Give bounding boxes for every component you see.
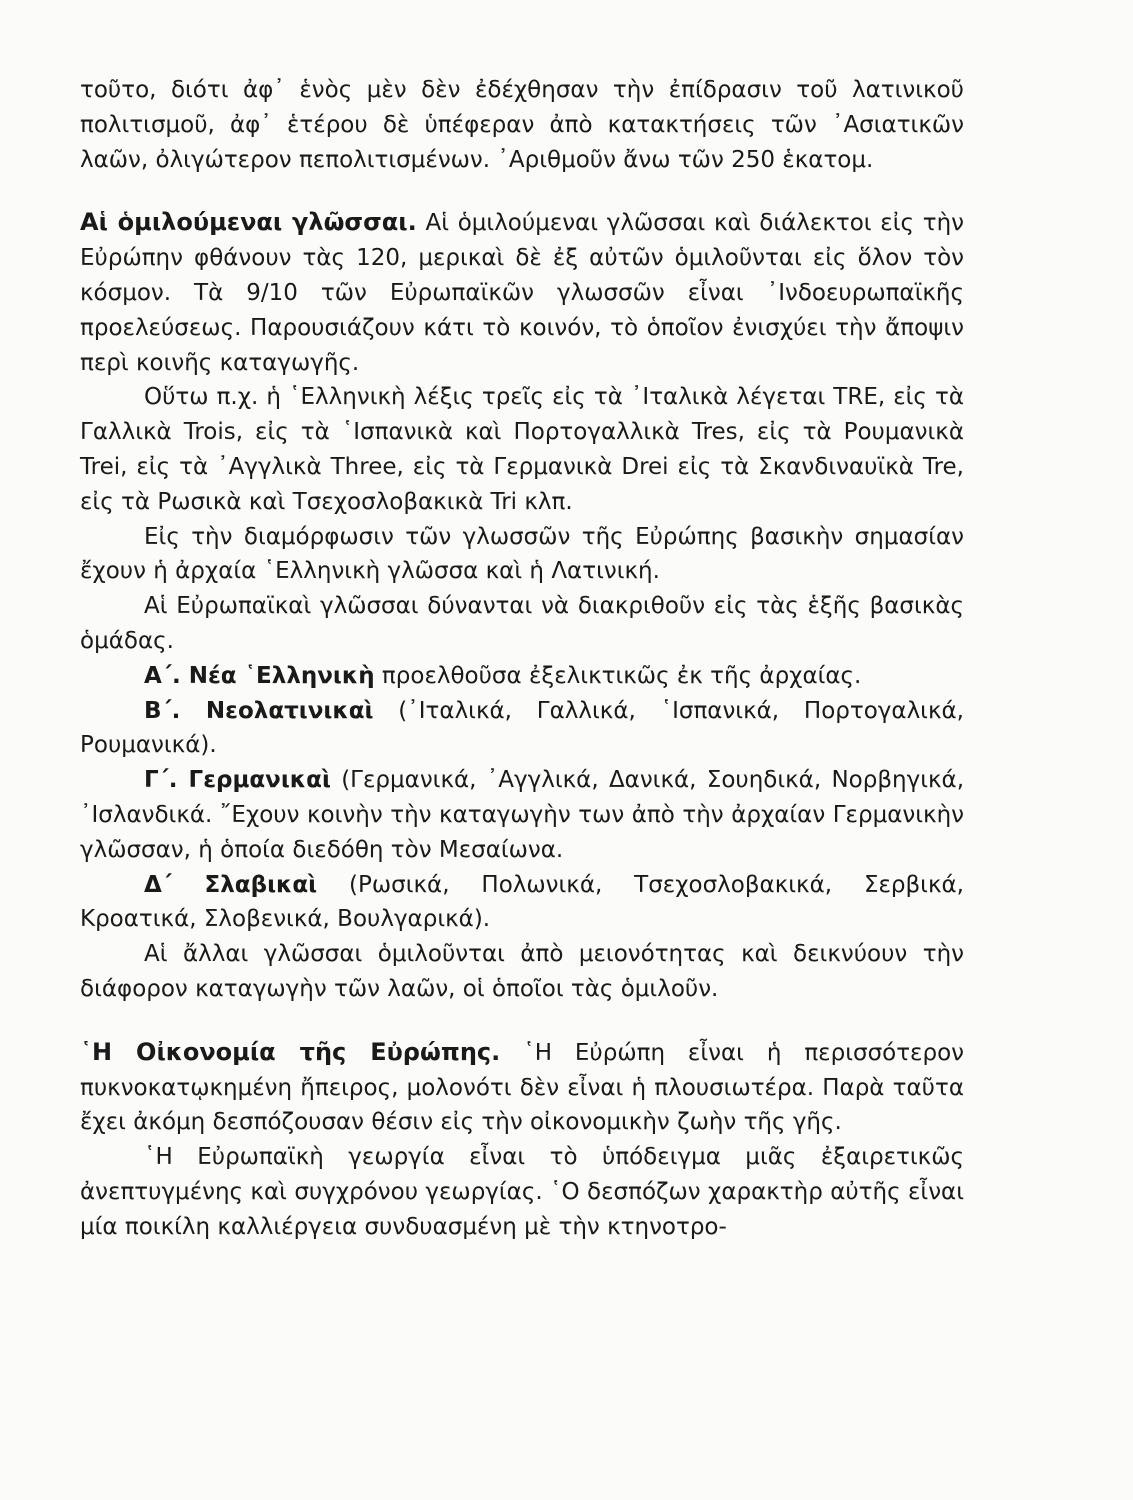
language-group-b-label: Β΄. Νεολατινικαὶ (144, 697, 374, 724)
languages-paragraph-5: Αἱ ἄλλαι γλῶσσαι ὁμιλοῦνται ἀπὸ μειονότητας καὶ δεικνύουν τὴν διάφορον καταγωγὴν τῶν λαῶν, οἱ ὁποῖοι τὰς ὁμιλοῦν. (80, 941, 964, 1002)
language-group-a-text: προελθοῦσα ἐξελικτικῶς ἐκ τῆς ἀρχαίας. (374, 662, 862, 689)
languages-paragraph-2: Οὕτω π.χ. ἡ ῾Ελληνικὴ λέξις τρεῖς εἰς τὰ ᾿Ιταλικὰ λέγεται TRE, εἰς τὰ Γαλλικὰ Trois, εἰς τὰ ῾Ισπανικὰ καὶ Πορτογαλλικὰ Tres, εἰς τὰ Ρουμανικὰ Trei, εἰς τὰ ᾿Αγγλικὰ Three, εἰς τὰ Γερμανικὰ Drei εἰς τὰ Σκανδιναυϊκὰ Tre, εἰς τὰ Ρωσικὰ καὶ Τσεχοσλοβακικὰ Tri κλπ. (80, 384, 964, 515)
language-group-c (80, 763, 964, 867)
languages-paragraph-4: Αἱ Εὐρωπαϊκαὶ γλῶσσαι δύνανται νὰ διακριθοῦν εἰς τὰς ἑξῆς βασικὰς ὁμάδας. (80, 593, 964, 654)
language-group-a-label: Α΄. Νέα ῾Ελληνικὴ (144, 662, 375, 689)
economy-paragraph-1 (80, 1035, 964, 1140)
language-group-a (80, 659, 964, 694)
languages-heading: Αἱ ὁμιλούμεναι γλῶσσαι. (80, 208, 417, 237)
languages-paragraph-1-text: Αἱ ὁμιλούμεναι γλῶσσαι καὶ διάλεκτοι εἰς τὴν Εὐρώπην φθάνουν τὰς 120, μερικαὶ δὲ ἐξ αὐτῶν ὁμιλοῦνται εἰς ὅλον τὸν κόσμον. Τὰ 9/10 τῶν Εὐρωπαϊκῶν γλωσσῶν εἶναι ᾿Ινδοευρωπαϊκῆς προελεύσεως. Παρουσιάζουν κάτι τὸ κοινόν, τὸ ὁποῖον ἐνισχύει τὴν ἄποψιν περὶ κοινῆς καταγωγῆς. (80, 210, 964, 376)
language-group-d-label: Δ΄ Σλαβικαὶ (144, 871, 318, 898)
languages-paragraph-3: Εἰς τὴν διαμόρφωσιν τῶν γλωσσῶν τῆς Εὐρώπης βασικὴν σημασίαν ἔχουν ἡ ἀρχαία ῾Ελληνικὴ γλῶσσα καὶ ἡ Λατινική. (80, 523, 964, 585)
body-text (80, 73, 964, 1245)
language-group-b-text: (᾿Ιταλικά, Γαλλικά, ῾Ισπανικά, Πορτογαλικά, Ρουμανικά). (80, 697, 964, 759)
language-group-c-text: (Γερμανικά, ᾿Αγγλικά, Δανικά, Σουηδικά, Νορβηγικά, ᾿Ισλανδικά. ῎Εχουν κοινὴν τὴν καταγωγὴν των ἀπὸ τὴν ἀρχαίαν Γερμανικὴν γλῶσσαν, ἡ ὁποία διεδόθη τὸν Μεσαίωνα. (80, 767, 964, 863)
intro-paragraph: τοῦτο, διότι ἀφ᾽ ἑνὸς μὲν δὲν ἐδέχθησαν τὴν ἐπίδρασιν τοῦ λατινικοῦ πολιτισμοῦ, ἀφ᾽ ἑτέρου δὲ ὑπέφεραν ἀπὸ κατακτήσεις τῶν ᾿Ασιατικῶν λαῶν, ὀλιγώτερον πεπολιτισμένων. ᾿Αριθμοῦν ἄνω τῶν 250 ἑκατομ. (80, 77, 964, 173)
economy-heading: ῾Η Οἰκονομία τῆς Εὐρώπης. (80, 1037, 501, 1066)
economy-paragraph-2: ῾Η Εὐρωπαϊκὴ γεωργία εἶναι τὸ ὑπόδειγμα μιᾶς ἐξαιρετικῶς ἀνεπτυγμένης καὶ συγχρόνου γεωργίας. ῾Ο δεσπόζων χαρακτὴρ αὐτῆς εἶναι μία ποικίλη καλλιέργεια συνδυασμένη μὲ τὴν κτηνοτρο- (80, 1144, 964, 1240)
economy-paragraph-1-text: ῾Η Εὐρώπη εἶναι ἡ περισσότερον πυκνοκατῳκημένη ἤπειρος, μολονότι δὲν εἶναι ἡ πλουσιωτέρα. Παρὰ ταῦτα ἔχει ἀκόμη δεσπόζουσαν θέσιν εἰς τὴν οἰκονομικὴν ζωὴν τῆς γῆς. (80, 1039, 965, 1136)
language-group-d (80, 868, 964, 938)
language-group-b (80, 694, 964, 764)
languages-paragraph-1 (80, 205, 964, 380)
language-group-d-text: (Ρωσικά, Πολωνικά, Τσεχοσλοβακικά, Σερβικά, Κροατικά, Σλοβενικά, Βουλγαρικά). (80, 871, 964, 933)
language-group-c-label: Γ΄. Γερμανικαὶ (144, 767, 331, 794)
